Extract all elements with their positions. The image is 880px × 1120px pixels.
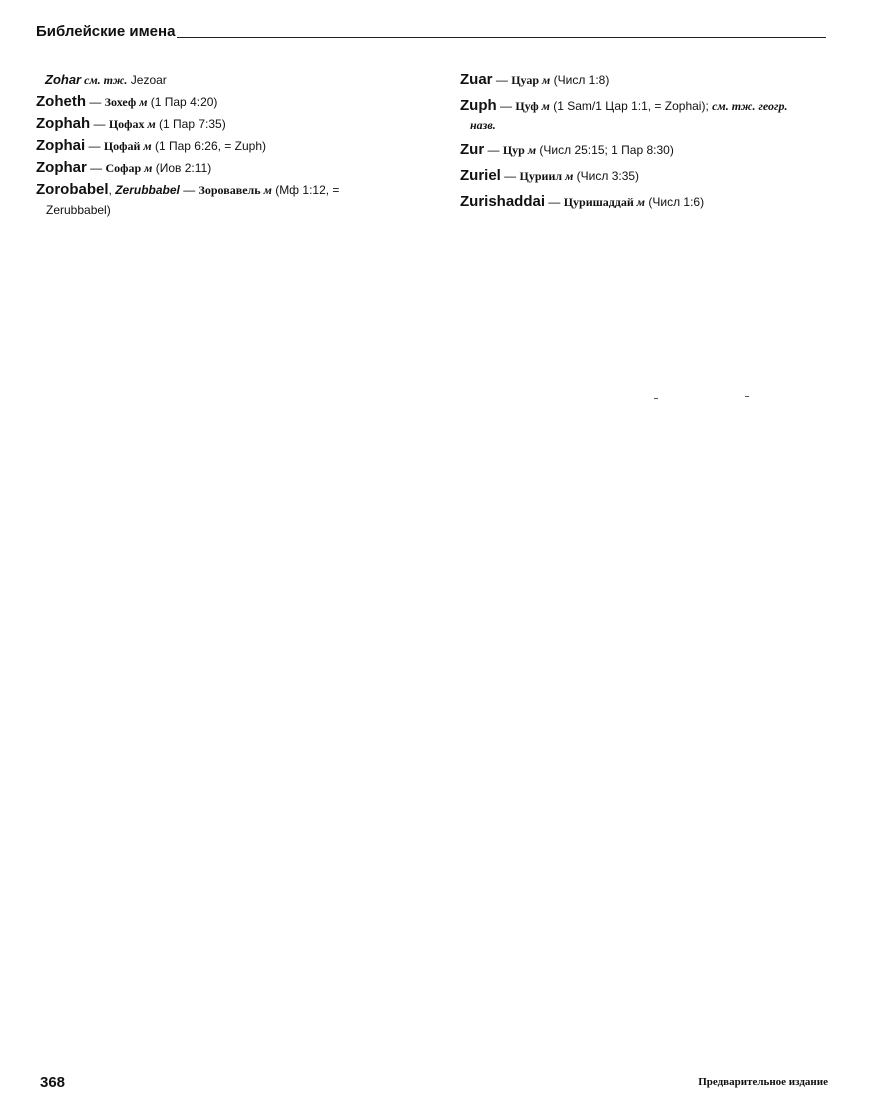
cross-reference-label: см. тж. геогр.	[712, 99, 788, 113]
entry-headword: Zoheth	[36, 93, 86, 110]
entry-source: (Числ 3:35)	[573, 169, 640, 183]
entry-dash: —	[500, 169, 520, 183]
dictionary-entry	[36, 114, 396, 134]
entry-variant: Zerubbabel	[115, 183, 180, 197]
entry-dash: —	[85, 139, 104, 153]
entry-dash: —	[179, 183, 199, 197]
entry-russian-name: Цур	[502, 143, 525, 157]
dictionary-entry	[36, 180, 396, 220]
dictionary-entry	[36, 136, 396, 156]
section-title: Библейские имена	[36, 23, 176, 40]
page-number: 368	[40, 1074, 66, 1091]
dictionary-entry	[460, 166, 840, 186]
dictionary-entry	[36, 92, 396, 112]
entry-source: (Числ 1:6)	[645, 195, 705, 209]
entry-headword: Zophah	[36, 115, 91, 132]
cross-reference-target: Jezoar	[127, 73, 167, 87]
entry-russian-name: Цуф	[515, 99, 539, 113]
entry-gender: м	[143, 139, 152, 153]
entry-gender: м	[147, 117, 156, 131]
entry-gender: м	[263, 183, 272, 197]
scan-speck	[745, 396, 749, 397]
entry-source: (1 Пар 7:35)	[155, 117, 226, 131]
dictionary-entry	[36, 158, 396, 178]
left-column	[36, 70, 396, 222]
entry-russian-name: Софар	[105, 161, 142, 175]
entry-headword: Zophar	[36, 159, 87, 176]
entry-source: (Числ 1:8)	[550, 73, 610, 87]
dictionary-entry	[460, 192, 840, 212]
entry-headword: Zuar	[460, 71, 493, 88]
entry-gender: м	[542, 73, 551, 87]
entry-gender: м	[527, 143, 537, 157]
entry-dash: —	[86, 161, 106, 175]
dictionary-entry	[460, 140, 840, 160]
entry-russian-name: Зохеф	[104, 95, 137, 109]
dictionary-entry	[460, 96, 840, 134]
cross-reference-label: см. тж.	[84, 73, 128, 87]
entry-headword: Zuriel	[460, 167, 501, 184]
entry-headword: Zophai	[36, 137, 86, 154]
entry-gender: м	[565, 169, 574, 183]
entry-dash: —	[492, 73, 512, 87]
entry-comma: ,	[108, 183, 116, 197]
edition-note: Предварительное издание	[698, 1076, 828, 1088]
entry-continuation: Zerubbabel)	[46, 203, 111, 217]
entry-source: (Иов 2:11)	[152, 161, 212, 175]
header-rule	[177, 37, 826, 38]
entry-headword: Zurishaddai	[460, 193, 546, 210]
running-header	[36, 24, 826, 39]
entry-russian-name: Цофай	[103, 139, 141, 153]
entry-russian-name: Зоровавель	[198, 183, 261, 197]
entry-headword: Zuph	[460, 97, 497, 114]
entry-gender: м	[636, 195, 646, 209]
entry-gender: м	[541, 99, 550, 113]
entry-russian-name: Цуар	[511, 73, 540, 87]
entry-headword: Zohar	[45, 72, 82, 87]
right-column	[460, 70, 840, 218]
entry-source: (1 Пар 6:26, = Zuph)	[151, 139, 266, 153]
entry-gender: м	[139, 95, 148, 109]
entry-source: (Числ 25:15; 1 Пар 8:30)	[536, 143, 674, 157]
entry-source: (Мф 1:12, =	[271, 183, 340, 197]
entry-source: (1 Пар 4:20)	[147, 95, 218, 109]
scan-speck	[654, 398, 658, 399]
entry-dash: —	[545, 195, 564, 209]
entry-continuation: назв.	[470, 118, 496, 132]
entry-russian-name: Цуришаддай	[563, 195, 634, 209]
entry-headword: Zorobabel	[36, 181, 109, 198]
entry-russian-name: Цуриил	[519, 169, 563, 183]
entry-headword: Zur	[460, 141, 485, 158]
dictionary-entry	[36, 70, 396, 90]
entry-source: (1 Sam/1 Цар 1:1, = Zophai);	[549, 99, 713, 113]
entry-gender: м	[144, 161, 153, 175]
dictionary-entry	[460, 70, 840, 90]
entry-dash: —	[86, 95, 105, 109]
entry-dash: —	[484, 143, 503, 157]
entry-russian-name: Цофах	[108, 117, 145, 131]
entry-dash: —	[496, 99, 516, 113]
entry-dash: —	[90, 117, 109, 131]
